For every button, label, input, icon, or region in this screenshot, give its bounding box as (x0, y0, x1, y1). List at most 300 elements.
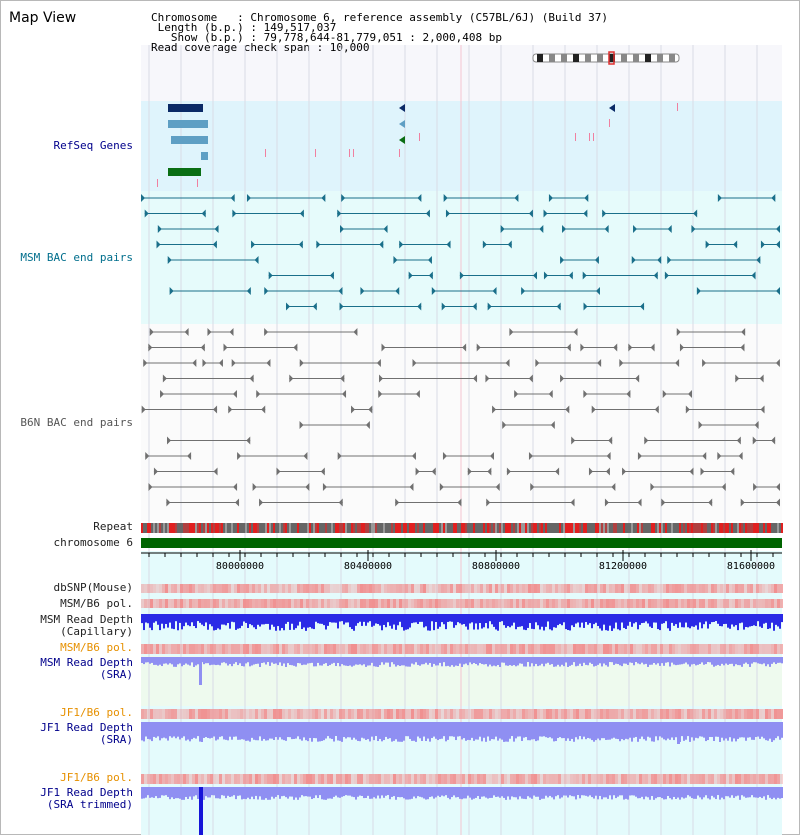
msm-capillary-depth-bar (519, 614, 521, 627)
msm-capillary-depth-bar (255, 614, 257, 629)
msm-pol-heat-cell (714, 599, 717, 608)
msm-capillary-depth-bar (645, 614, 647, 621)
track-label-chromosome[interactable]: chromosome 6 (53, 536, 133, 549)
repeat-segment (593, 523, 595, 533)
jf1-sra-depth-bar (757, 722, 759, 737)
track-label-jf1-depth-trimmed[interactable]: JF1 Read Depth (40, 786, 133, 799)
repeat-segment (341, 523, 343, 533)
msm-sra-depth-bar (569, 657, 571, 666)
jf1-trimmed-depth-bar (387, 787, 389, 795)
msm-pol2-heat-cell (330, 644, 333, 654)
jf1-pol2-heat-cell (516, 774, 519, 784)
msm-capillary-depth-bar (159, 614, 161, 630)
b6n-bac-pair-end (702, 452, 706, 460)
msm-capillary-depth-bar (487, 614, 489, 628)
msm-sra-depth-bar (621, 657, 623, 666)
msm-capillary-depth-bar (657, 614, 659, 629)
jf1-trimmed-depth-bar (175, 787, 177, 798)
jf1-pol-heat-cell (459, 709, 462, 719)
msm-pol-heat-cell (210, 599, 213, 608)
axis-tick-label: 80000000 (215, 561, 265, 572)
jf1-pol2-heat-cell (759, 774, 762, 784)
jf1-pol2-heat-cell (708, 774, 711, 784)
msm-sra-depth-bar (319, 657, 321, 665)
dbsnp-heat-cell (774, 584, 777, 593)
dbsnp-heat-cell (336, 584, 339, 593)
repeat-segment (257, 523, 259, 533)
msm-capillary-depth-bar (211, 614, 213, 626)
jf1-trimmed-depth-bar (633, 787, 635, 795)
b6n-bac-pair-end (677, 328, 681, 336)
msm-sra-depth-bar (559, 657, 561, 667)
jf1-pol-heat-cell (243, 709, 246, 719)
b6n-bac-pair-end (490, 452, 494, 460)
jf1-pol2-heat-cell (678, 774, 681, 784)
msm-capillary-depth-bar (187, 614, 189, 625)
msm-pol2-heat-cell (357, 644, 360, 654)
jf1-sra-depth-bar (495, 722, 497, 737)
repeat-segment (269, 523, 271, 533)
msm-capillary-depth-bar (459, 614, 461, 623)
dbsnp-heat-cell (339, 584, 342, 593)
jf1-pol-heat-cell (273, 709, 276, 719)
jf1-trimmed-depth-bar (401, 787, 403, 797)
msm-pol-heat-cell (609, 599, 612, 608)
jf1-trimmed-depth-bar (365, 787, 367, 798)
msm-sra-depth-bar (497, 657, 499, 665)
jf1-pol2-heat-cell (648, 774, 651, 784)
b6n-bac-pair-end (368, 406, 372, 414)
jf1-pol-heat-cell (669, 709, 672, 719)
jf1-pol-heat-cell (393, 709, 396, 719)
repeat-segment (373, 523, 375, 533)
repeat-segment (499, 523, 501, 533)
jf1-pol2-heat-cell (576, 774, 579, 784)
msm-pol-heat-cell (606, 599, 609, 608)
jf1-trimmed-depth-bar (213, 787, 215, 795)
repeat-segment (401, 523, 403, 533)
jf1-trimmed-depth-bar (417, 787, 419, 796)
msm-sra-depth-bar (667, 657, 669, 662)
msm-sra-depth-bar (329, 657, 331, 665)
msm-pol-heat-cell (615, 599, 618, 608)
b6n-bac-pair-end (717, 452, 721, 460)
repeat-segment (635, 523, 637, 533)
dbsnp-heat-cell (267, 584, 270, 593)
refseq-mark (157, 179, 158, 187)
msm-pol-heat-cell (711, 599, 714, 608)
msm-pol-heat-cell (303, 599, 306, 608)
jf1-pol2-heat-cell (513, 774, 516, 784)
msm-capillary-depth-bar (403, 614, 405, 631)
jf1-trimmed-depth-bar (183, 787, 185, 800)
msm-sra-depth-bar (409, 657, 411, 667)
msm-capillary-depth-bar (707, 614, 709, 629)
msm-capillary-depth-bar (189, 614, 191, 626)
msm-pol2-heat-cell (735, 644, 738, 654)
msm-capillary-depth-bar (751, 614, 753, 626)
msm-pol2-heat-cell (276, 644, 279, 654)
msm-pol2-heat-cell (189, 644, 192, 654)
msm-sra-depth-bar (643, 657, 645, 664)
jf1-sra-depth-bar (775, 722, 777, 738)
jf1-trimmed-depth-bar (457, 787, 459, 797)
repeat-segment (333, 523, 335, 533)
jf1-sra-depth-bar (647, 722, 649, 737)
msm-pol2-heat-cell (315, 644, 318, 654)
track-label-jf1-b6-pol-2[interactable]: JF1/B6 pol. (60, 771, 133, 784)
msm-bac-pair-end (202, 210, 206, 218)
jf1-trimmed-depth-bar (599, 787, 601, 796)
track-label-dbsnp[interactable]: dbSNP(Mouse) (53, 581, 133, 594)
repeat-segment (721, 523, 723, 533)
jf1-pol-heat-cell (327, 709, 330, 719)
msm-capillary-depth-bar (317, 614, 319, 623)
msm-pol2-heat-cell (714, 644, 717, 654)
msm-pol-heat-cell (396, 599, 399, 608)
refseq-mark (353, 149, 354, 157)
repeat-segment (407, 523, 409, 533)
msm-pol-heat-cell (753, 599, 756, 608)
track-label-msm-depth-capillary[interactable]: MSM Read Depth (40, 613, 133, 626)
dbsnp-heat-cell (531, 584, 534, 593)
jf1-trimmed-depth-bar (241, 787, 243, 799)
repeat-segment (423, 523, 425, 533)
msm-sra-depth-bar (345, 657, 347, 666)
msm-pol2-heat-cell (204, 644, 207, 654)
msm-sra-depth-bar (399, 657, 401, 666)
msm-sra-depth-bar (317, 657, 319, 663)
jf1-trimmed-depth-bar (763, 787, 765, 796)
msm-pol2-heat-cell (762, 644, 765, 654)
dbsnp-heat-cell (150, 584, 153, 593)
jf1-trimmed-depth-bar (203, 787, 205, 800)
msm-pol2-heat-cell (759, 644, 762, 654)
msm-pol-heat-cell (150, 599, 153, 608)
repeat-segment (313, 523, 315, 533)
msm-pol2-heat-cell (210, 644, 213, 654)
jf1-pol2-heat-cell (624, 774, 627, 784)
repeat-segment (553, 523, 555, 533)
msm-pol2-heat-cell (750, 644, 753, 654)
msm-sra-depth-bar (715, 657, 717, 666)
repeat-segment (303, 523, 305, 533)
msm-pol-heat-cell (207, 599, 210, 608)
jf1-sra-depth-bar (733, 722, 735, 738)
track-label-msm-depth-sra[interactable]: MSM Read Depth (40, 656, 133, 669)
msm-bac-pair-end (668, 225, 672, 233)
jf1-trimmed-depth-bar (281, 787, 283, 796)
jf1-sra-depth-bar (351, 722, 353, 740)
jf1-pol2-heat-cell (540, 774, 543, 784)
msm-capillary-depth-bar (383, 614, 385, 625)
msm-sra-depth-bar (523, 657, 525, 666)
msm-pol2-heat-cell (774, 644, 777, 654)
jf1-pol-heat-cell (372, 709, 375, 719)
msm-capillary-depth-bar (655, 614, 657, 623)
msm-sra-depth-bar (505, 657, 507, 665)
jf1-sra-depth-bar (205, 722, 207, 737)
msm-pol-heat-cell (705, 599, 708, 608)
jf1-pol2-heat-cell (261, 774, 264, 784)
msm-capillary-depth-bar (499, 614, 501, 622)
msm-sra-depth-bar (661, 657, 663, 663)
msm-pol2-heat-cell (243, 644, 246, 654)
jf1-pol2-heat-cell (699, 774, 702, 784)
msm-pol2-heat-cell (156, 644, 159, 654)
dbsnp-heat-cell (750, 584, 753, 593)
jf1-trimmed-depth-bar (407, 787, 409, 800)
msm-bac-pair-end (761, 241, 765, 249)
jf1-pol2-heat-cell (558, 774, 561, 784)
jf1-sra-depth-bar (605, 722, 607, 740)
jf1-pol2-heat-cell (651, 774, 654, 784)
jf1-trimmed-depth-bar (471, 787, 473, 800)
b6n-bac-pair-end (300, 421, 304, 429)
jf1-trimmed-depth-bar (701, 787, 703, 799)
jf1-sra-depth-bar (579, 722, 581, 736)
repeat-segment (403, 523, 405, 533)
msm-pol2-heat-cell (432, 644, 435, 654)
msm-pol-heat-cell (612, 599, 615, 608)
track-label-refseq[interactable]: RefSeq Genes (53, 139, 133, 152)
msm-sra-depth-bar (197, 657, 199, 664)
msm-pol-heat-cell (369, 599, 372, 608)
msm-pol-heat-cell (279, 599, 282, 608)
repeat-segment (507, 523, 509, 533)
jf1-trimmed-depth-bar (433, 787, 435, 799)
msm-capillary-depth-bar (367, 614, 369, 623)
msm-sra-depth-bar (367, 657, 369, 666)
repeat-segment (293, 523, 295, 533)
dbsnp-heat-cell (294, 584, 297, 593)
msm-capillary-depth-bar (609, 614, 611, 626)
msm-sra-depth-bar (411, 657, 413, 664)
msm-bac-pair-end (544, 210, 548, 218)
jf1-sra-depth-bar (399, 722, 401, 742)
msm-pol2-heat-cell (327, 644, 330, 654)
msm-capillary-depth-bar (735, 614, 737, 625)
repeat-segment (331, 523, 333, 533)
jf1-pol-heat-cell (300, 709, 303, 719)
dbsnp-heat-cell (225, 584, 228, 593)
msm-pol-heat-cell (489, 599, 492, 608)
dbsnp-heat-cell (582, 584, 585, 593)
jf1-trimmed-depth-bar (637, 787, 639, 798)
msm-bac-pair-end (145, 210, 149, 218)
msm-capillary-depth-bar (631, 614, 633, 627)
msm-capillary-depth-bar (387, 614, 389, 622)
track-label-jf1-b6-pol[interactable]: JF1/B6 pol. (60, 706, 133, 719)
dbsnp-heat-cell (468, 584, 471, 593)
repeat-segment (189, 523, 191, 533)
msm-sra-depth-bar (681, 657, 683, 664)
b6n-bac-pair-end (321, 468, 325, 476)
msm-pol-heat-cell (636, 599, 639, 608)
jf1-pol-heat-cell (192, 709, 195, 719)
jf1-trimmed-depth-bar (571, 787, 573, 796)
repeat-segment (567, 523, 569, 533)
jf1-sra-depth-bar (289, 722, 291, 737)
msm-pol2-heat-cell (360, 644, 363, 654)
jf1-sra-depth-bar (165, 722, 167, 738)
repeat-segment (249, 523, 251, 533)
jf1-trimmed-depth-bar (511, 787, 513, 796)
msm-sra-depth-bar (305, 657, 307, 665)
b6n-bac-pair-end (740, 344, 744, 352)
msm-pol-heat-cell (282, 599, 285, 608)
jf1-sra-depth-bar (685, 722, 687, 740)
jf1-pol-heat-cell (576, 709, 579, 719)
jf1-trimmed-depth-bar (779, 787, 781, 799)
repeat-segment (561, 523, 563, 533)
repeat-segment (659, 523, 661, 533)
jf1-pol2-heat-cell (477, 774, 480, 784)
msm-pol-heat-cell (501, 599, 504, 608)
dbsnp-heat-cell (441, 584, 444, 593)
msm-sra-depth-bar (755, 657, 757, 662)
repeat-segment (209, 523, 211, 533)
track-label-msm-b6-pol-2[interactable]: MSM/B6 pol. (60, 641, 133, 654)
msm-capillary-depth-bar (575, 614, 577, 624)
repeat-segment (689, 523, 691, 533)
jf1-pol-heat-cell (684, 709, 687, 719)
jf1-trimmed-depth-bar (273, 787, 275, 799)
msm-pol2-heat-cell (567, 644, 570, 654)
jf1-trimmed-depth-bar (485, 787, 487, 798)
msm-sra-depth-bar (571, 657, 573, 665)
msm-bac-pair-end (584, 303, 588, 311)
jf1-pol2-heat-cell (444, 774, 447, 784)
msm-pol-heat-cell (354, 599, 357, 608)
msm-sra-depth-bar (545, 657, 547, 664)
msm-pol-heat-cell (366, 599, 369, 608)
track-label-jf1-depth-sra[interactable]: JF1 Read Depth (40, 721, 133, 734)
jf1-pol-heat-cell (492, 709, 495, 719)
msm-capillary-depth-bar (531, 614, 533, 629)
msm-capillary-depth-bar (603, 614, 605, 625)
jf1-pol2-heat-cell (384, 774, 387, 784)
track-label-msm-b6-pol[interactable]: MSM/B6 pol. (60, 597, 133, 610)
msm-pol2-heat-cell (216, 644, 219, 654)
jf1-sra-depth-bar (595, 722, 597, 740)
jf1-pol2-heat-cell (441, 774, 444, 784)
msm-pol-heat-cell (774, 599, 777, 608)
dbsnp-heat-cell (600, 584, 603, 593)
repeat-segment (185, 523, 187, 533)
jf1-trimmed-depth-bar (555, 787, 557, 796)
msm-sra-depth-bar (575, 657, 577, 666)
jf1-sra-depth-bar (221, 722, 223, 736)
msm-pol-heat-cell (570, 599, 573, 608)
jf1-trimmed-depth-bar (661, 787, 663, 798)
msm-bac-pair-end (583, 272, 587, 280)
jf1-trimmed-depth-bar (405, 787, 407, 800)
jf1-trimmed-depth-bar (715, 787, 717, 799)
msm-bac-pair-end (514, 194, 518, 202)
jf1-pol2-heat-cell (303, 774, 306, 784)
msm-sra-depth-bar (511, 657, 513, 666)
jf1-sra-depth-bar (773, 722, 775, 740)
repeat-segment (323, 523, 325, 533)
repeat-segment (523, 523, 525, 533)
msm-pol2-heat-cell (492, 644, 495, 654)
jf1-sra-depth-bar (471, 722, 473, 738)
jf1-trimmed-depth-bar (651, 787, 653, 796)
msm-sra-depth-bar (469, 657, 471, 662)
jf1-pol-heat-cell (756, 709, 759, 719)
jf1-pol2-heat-cell (546, 774, 549, 784)
jf1-pol2-heat-cell (741, 774, 744, 784)
msm-capillary-depth-bar (543, 614, 545, 630)
msm-capillary-depth-bar (339, 614, 341, 622)
msm-capillary-depth-bar (399, 614, 401, 622)
msm-pol-heat-cell (534, 599, 537, 608)
dbsnp-heat-cell (186, 584, 189, 593)
jf1-pol-heat-cell (444, 709, 447, 719)
msm-pol-heat-cell (198, 599, 201, 608)
dbsnp-heat-cell (612, 584, 615, 593)
track-label-msm-bac[interactable]: MSM BAC end pairs (20, 251, 133, 264)
dbsnp-heat-cell (483, 584, 486, 593)
repeat-segment (197, 523, 199, 533)
msm-bac-pair-end (529, 210, 533, 218)
jf1-sra-depth-bar (533, 722, 535, 739)
b6n-bac-pair-end (233, 390, 237, 398)
msm-sra-depth-bar (521, 657, 523, 664)
msm-sra-depth-bar (237, 657, 239, 665)
repeat-segment (741, 523, 743, 533)
jf1-sra-depth-bar (527, 722, 529, 740)
jf1-pol-heat-cell (267, 709, 270, 719)
msm-pol2-heat-cell (417, 644, 420, 654)
msm-pol2-heat-cell (402, 644, 405, 654)
msm-pol2-heat-cell (144, 644, 147, 654)
repeat-segment (589, 523, 591, 533)
dbsnp-heat-cell (540, 584, 543, 593)
msm-pol-heat-cell (402, 599, 405, 608)
jf1-pol-heat-cell (186, 709, 189, 719)
jf1-pol2-heat-cell (225, 774, 228, 784)
msm-pol2-heat-cell (555, 644, 558, 654)
track-label-b6n-bac[interactable]: B6N BAC end pairs (20, 416, 133, 429)
dbsnp-heat-cell (492, 584, 495, 593)
msm-bac-pair-end (264, 287, 268, 295)
msm-sra-depth-bar (563, 657, 565, 666)
repeat-segment (327, 523, 329, 533)
dbsnp-heat-cell (195, 584, 198, 593)
msm-capillary-depth-bar (199, 614, 201, 623)
repeat-segment (537, 523, 539, 533)
jf1-trimmed-depth-bar (781, 787, 783, 798)
msm-capillary-depth-bar (397, 614, 399, 625)
track-label-repeat[interactable]: Repeat (93, 520, 133, 533)
msm-pol-heat-cell (693, 599, 696, 608)
jf1-sra-depth-bar (245, 722, 247, 741)
repeat-segment (399, 523, 401, 533)
repeat-segment (587, 523, 589, 533)
dbsnp-heat-cell (240, 584, 243, 593)
msm-sra-depth-bar (529, 657, 531, 667)
msm-pol-heat-cell (234, 599, 237, 608)
repeat-segment (267, 523, 269, 533)
b6n-bac-pair-end (776, 359, 780, 367)
msm-sra-depth-bar (595, 657, 597, 666)
msm-sra-depth-bar (341, 657, 343, 664)
jf1-sra-depth-bar (713, 722, 715, 741)
jf1-sra-depth-bar (291, 722, 293, 739)
msm-pol-heat-cell (603, 599, 606, 608)
